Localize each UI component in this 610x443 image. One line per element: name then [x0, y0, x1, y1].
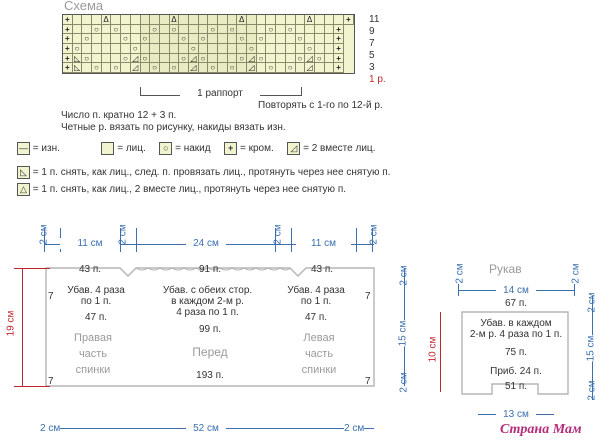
chart-cell [237, 63, 247, 73]
chart-cell [325, 54, 335, 64]
chart-cell [189, 34, 199, 44]
repeat-note: Повторять с 1-го по 12-й р. [258, 100, 383, 111]
chart-cell: + [334, 44, 344, 54]
dim-tick [136, 228, 137, 252]
chart-cell [266, 15, 276, 25]
knit-symbol-icon [101, 142, 114, 155]
chart-cell [189, 15, 199, 25]
chart-cell [296, 44, 306, 54]
left-decrease-note: Убав. 4 раза по 1 п. [67, 285, 125, 307]
chart-cell [257, 63, 267, 73]
chart-cell [121, 25, 131, 35]
dim-label: 2 см [368, 224, 380, 245]
label-front: Перед [192, 345, 228, 359]
chart-cell: ○ [257, 54, 267, 64]
chart-cell: ○ [286, 63, 296, 73]
chart-cell: ○ [199, 34, 209, 44]
left-height-line [22, 268, 23, 386]
chart-cell [179, 44, 189, 54]
stitch-note-2: Четные р. вязать по рисунку, накиды вязать изн. [61, 122, 286, 133]
chart-cell [170, 34, 180, 44]
chart-cell [102, 63, 112, 73]
chart-cell [228, 54, 238, 64]
chart-cell: ○ [170, 63, 180, 73]
chart-cell [286, 15, 296, 25]
chart-cell [315, 63, 325, 73]
chart-cell [315, 15, 325, 25]
chart-cell: Δ [305, 15, 315, 25]
chart-cell [82, 63, 92, 73]
chart-cell [218, 25, 228, 35]
dim-tick [14, 386, 50, 387]
chart-cell: + [63, 25, 73, 35]
chart-cell: ○ [121, 54, 131, 64]
chart-cell [257, 44, 267, 54]
center-count-after: 99 п. [198, 324, 222, 335]
chart-cell: ○ [199, 54, 209, 64]
chart-cell [247, 25, 257, 35]
chart-cell [325, 25, 335, 35]
chart-cell: ◿ [189, 63, 199, 73]
stitch-note-1: Число п. кратно 12 + 3 п. [61, 110, 177, 121]
legend-row-1 [17, 142, 375, 155]
sleeve-right-dim: 15 см [585, 335, 597, 362]
chart-cell: ○ [92, 63, 102, 73]
dim-tick [291, 228, 292, 252]
legend-row-3 [17, 183, 346, 196]
row-mark: 7 [365, 291, 371, 302]
chart-cell [92, 34, 102, 44]
chart-cell [141, 63, 151, 73]
chart-cell: ◺ [73, 63, 83, 73]
chart-cell [257, 25, 267, 35]
chart-cell [131, 34, 141, 44]
chart-cell [73, 15, 83, 25]
chart-cell: ○ [266, 63, 276, 73]
chart-cell: ○ [286, 25, 296, 35]
row-number-first: 1 р. [369, 74, 386, 85]
sleeve-bottom-dim: 13 см [496, 409, 536, 420]
label-left-back: Левая часть спинки [301, 332, 337, 376]
chart-cell [160, 15, 170, 25]
chart-cell [150, 34, 160, 44]
chart-cell: + [334, 54, 344, 64]
chart-cell [296, 63, 306, 73]
chart-cell: ◿ [131, 63, 141, 73]
chart-cell [111, 54, 121, 64]
scheme-title: Схема [64, 0, 104, 13]
chart-row [63, 44, 354, 54]
chart-cell [305, 25, 315, 35]
row-number: 3 [369, 62, 375, 73]
chart-cell [160, 34, 170, 44]
sleeve-title: Рукав [489, 262, 522, 276]
sleeve-count-3: 51 п. [504, 381, 528, 392]
chart-cell [325, 63, 335, 73]
chart-cell [170, 44, 180, 54]
chart-cell: ○ [228, 63, 238, 73]
chart-cell: ○ [111, 63, 121, 73]
knitting-chart [62, 14, 355, 74]
chart-cell [160, 54, 170, 64]
chart-cell: + [63, 44, 73, 54]
chart-cell [150, 15, 160, 25]
chart-cell [266, 34, 276, 44]
chart-cell: ○ [92, 25, 102, 35]
dim-label: 2 см [398, 372, 410, 393]
chart-cell [102, 54, 112, 64]
dim-tick [574, 284, 575, 296]
legend-purl: = изн. [32, 143, 60, 155]
legend-skp-2: = 1 п. снять, как лиц., 2 вместе лиц., протянуть через нее снятую п. [32, 184, 347, 196]
sleeve-left-dim-line [440, 312, 441, 392]
chart-cell [92, 44, 102, 54]
legend-skp-1: = 1 п. снять, как лиц., след. п. провязать лиц., протянуть через нее снятую п. [32, 167, 391, 179]
chart-cell [325, 15, 335, 25]
chart-cell: ○ [228, 25, 238, 35]
chart-cell [160, 63, 170, 73]
chart-cell [218, 63, 228, 73]
chart-cell: ○ [208, 25, 218, 35]
chart-cell [199, 44, 209, 54]
chart-cell [257, 15, 267, 25]
chart-cell: ◿ [247, 54, 257, 64]
legend-knit: = лиц. [117, 143, 146, 155]
count-right-top: 43 п. [310, 264, 334, 275]
dim-label: 52 см [186, 423, 226, 434]
chart-cell [247, 34, 257, 44]
chart-cell [305, 34, 315, 44]
sleeve-decrease-note: Убав. в каждом 2-м р. 4 раза по 1 п. [469, 318, 563, 340]
chart-cell [208, 34, 218, 44]
label-right-back: Правая часть спинки [74, 332, 112, 376]
chart-cell: Δ [170, 15, 180, 25]
chart-cell: ○ [237, 54, 247, 64]
legend-k2tog: = 2 вместе лиц. [303, 143, 376, 155]
chart-cell [92, 15, 102, 25]
k2tog-icon: ◿ [287, 142, 300, 155]
dim-label: 2 см [398, 265, 410, 286]
chart-cell [208, 44, 218, 54]
chart-cell [141, 25, 151, 35]
chart-row [63, 54, 354, 64]
chart-cell [131, 15, 141, 25]
left-count-after: 47 п. [84, 312, 108, 323]
chart-cell [189, 25, 199, 35]
chart-cell [199, 63, 209, 73]
row-mark: 7 [365, 376, 371, 387]
chart-cell: Δ [237, 15, 247, 25]
chart-cell [218, 15, 228, 25]
chart-cell [237, 25, 247, 35]
dim-label: 2 см [117, 224, 129, 245]
chart-cell [111, 15, 121, 25]
chart-cell: + [63, 15, 73, 25]
dim-label: 2 см [38, 224, 50, 245]
row-number: 5 [369, 50, 375, 61]
sleeve-side-dim: 2 см [570, 263, 582, 284]
chart-cell: ◿ [189, 54, 199, 64]
chart-cell [141, 15, 151, 25]
chart-cell [208, 54, 218, 64]
chart-cell [296, 15, 306, 25]
chart-cell [121, 15, 131, 25]
chart-cell: ○ [237, 34, 247, 44]
dim-label: 24 см [186, 238, 226, 249]
chart-row [63, 15, 354, 25]
chart-cell [199, 15, 209, 25]
dim-tick [14, 268, 50, 269]
chart-cell [276, 25, 286, 35]
chart-cell [218, 34, 228, 44]
dim-label: 11 см [296, 238, 351, 249]
chart-cell [218, 54, 228, 64]
chart-row [63, 63, 354, 73]
chart-cell [228, 15, 238, 25]
dim-label: 2 см [272, 224, 284, 245]
chart-cell: ○ [141, 34, 151, 44]
chart-cell: ○ [150, 25, 160, 35]
right-decrease-note: Убав. 4 раза по 1 п. [287, 285, 345, 307]
chart-cell [150, 44, 160, 54]
chart-cell: ○ [141, 54, 151, 64]
chart-cell [92, 54, 102, 64]
chart-cell: + [63, 34, 73, 44]
purl-symbol-icon: — [19, 143, 28, 153]
sleeve-increase-note: Приб. 24 п. [490, 366, 542, 377]
chart-cell [179, 15, 189, 25]
chart-cell [179, 63, 189, 73]
chart-cell: ◿ [305, 63, 315, 73]
chart-cell: ○ [266, 25, 276, 35]
count-center-top: 91 п. [198, 264, 222, 275]
yarn-over-icon: ○ [159, 142, 172, 155]
chart-cell: + [63, 63, 73, 73]
edge-stitch-icon: + [224, 142, 237, 155]
dim-label: 2 см [40, 423, 61, 434]
row-number: 9 [369, 26, 375, 37]
chart-cell [170, 54, 180, 64]
chart-cell [286, 54, 296, 64]
chart-cell [150, 54, 160, 64]
chart-cell: Δ [102, 15, 112, 25]
chart-cell: ◿ [305, 54, 315, 64]
chart-cell: ○ [111, 25, 121, 35]
chart-cell [121, 44, 131, 54]
chart-cell [266, 54, 276, 64]
chart-cell: ◿ [131, 54, 141, 64]
sleeve-count-1: 75 п. [504, 347, 528, 358]
chart-cell [102, 34, 112, 44]
chart-cell [218, 44, 228, 54]
chart-cell: ◺ [73, 54, 83, 64]
chart-cell: + [344, 15, 354, 25]
chart-cell: + [334, 63, 344, 73]
chart-cell: + [334, 34, 344, 44]
chart-cell: ○ [208, 63, 218, 73]
left-height-label: 19 см [5, 310, 17, 337]
chart-cell [199, 25, 209, 35]
chart-cell [276, 63, 286, 73]
sleeve-top-count: 67 п. [504, 298, 528, 309]
row-number: 11 [369, 14, 380, 25]
sleeve-right-dim: 2 см [586, 292, 598, 313]
chart-cell [315, 25, 325, 35]
chart-cell: ○ [296, 34, 306, 44]
chart-row [63, 25, 354, 35]
sleeve-top-dim: 14 см [496, 285, 536, 296]
chart-cell [247, 15, 257, 25]
legend-row-2 [17, 166, 390, 179]
chart-cell [276, 15, 286, 25]
chart-cell: ○ [179, 54, 189, 64]
chart-cell [102, 44, 112, 54]
dim-label: 2 см [344, 423, 365, 434]
chart-cell: ○ [257, 34, 267, 44]
chart-cell [179, 25, 189, 35]
chart-cell: ○ [170, 25, 180, 35]
sk2p-icon: △ [17, 183, 30, 196]
chart-cell [286, 34, 296, 44]
chart-cell [121, 63, 131, 73]
chart-cell [315, 44, 325, 54]
dim-label: 11 см [60, 238, 120, 249]
sleeve-right-dim: 2 см [586, 380, 598, 401]
chart-cell: ○ [315, 54, 325, 64]
row-mark: 7 [48, 291, 54, 302]
chart-cell [296, 25, 306, 35]
watermark-logo [500, 422, 582, 438]
chart-cell [276, 44, 286, 54]
chart-cell: ○ [305, 44, 315, 54]
chart-cell: ○ [179, 34, 189, 44]
chart-cell: ○ [296, 54, 306, 64]
chart-cell [111, 44, 121, 54]
right-count-after: 47 п. [304, 312, 328, 323]
watermark-text: Страна Мам [500, 422, 582, 437]
chart-cell [131, 25, 141, 35]
sleeve-side-dim: 2 см [454, 263, 466, 284]
chart-cell [111, 34, 121, 44]
dim-tick [356, 228, 357, 252]
legend-edge: = кром. [239, 143, 274, 155]
chart-cell: + [63, 54, 73, 64]
chart-cell [276, 54, 286, 64]
skp-icon: ◺ [17, 166, 30, 179]
dim-tick [458, 284, 459, 296]
chart-cell [266, 44, 276, 54]
chart-cell [82, 44, 92, 54]
chart-cell [82, 25, 92, 35]
sleeve-left-dim: 10 см [427, 336, 439, 363]
chart-cell [325, 44, 335, 54]
chart-cell: + [334, 25, 344, 35]
chart-cell [286, 44, 296, 54]
row-number: 7 [369, 38, 375, 49]
chart-cell [160, 44, 170, 54]
chart-cell: ○ [73, 44, 83, 54]
chart-cell [102, 25, 112, 35]
chart-cell: ◿ [247, 63, 257, 73]
chart-row [63, 34, 354, 44]
chart-cell: ○ [150, 63, 160, 73]
chart-cell: ○ [82, 34, 92, 44]
chart-cell [228, 44, 238, 54]
chart-cell: ○ [82, 54, 92, 64]
chart-cell: ○ [121, 34, 131, 44]
chart-cell [82, 15, 92, 25]
chart-cell [208, 15, 218, 25]
chart-cell [237, 44, 247, 54]
chart-cell [160, 25, 170, 35]
chart-cell [73, 25, 83, 35]
rapport-label: 1 раппорт [180, 88, 260, 99]
chart-cell [325, 34, 335, 44]
legend-yarn-over: = накид [175, 143, 211, 155]
row-mark: 7 [48, 376, 54, 387]
center-decrease-note: Убав. с обеих стор. в каждом 2-м р. 4 раза по 1 п. [162, 285, 253, 318]
chart-cell: ○ [247, 44, 257, 54]
chart-cell [334, 15, 344, 25]
chart-cell [276, 34, 286, 44]
chart-cell [73, 34, 83, 44]
chart-cell [141, 44, 151, 54]
chart-cell: ○ [131, 44, 141, 54]
count-left-top: 43 п. [78, 264, 102, 275]
chart-cell [228, 34, 238, 44]
chart-cell: ○ [189, 44, 199, 54]
chart-cell [315, 34, 325, 44]
count-bottom: 193 п. [196, 370, 224, 381]
dim-label: 15 см [397, 320, 409, 347]
